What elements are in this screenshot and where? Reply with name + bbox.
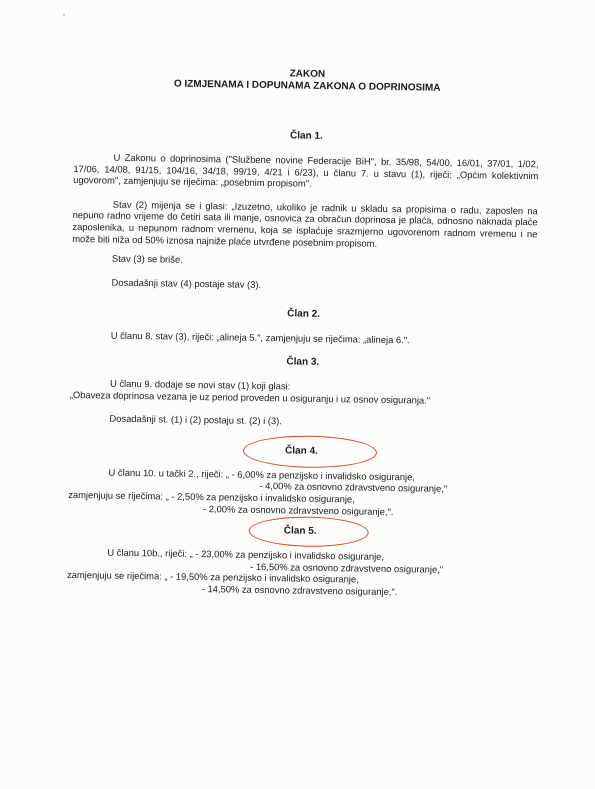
article-4-heading: Član 4. xyxy=(284,445,318,457)
article-5-line-3: zamjenjuju se riječima: „ - 19,50% za penzijsko i invalidsko osiguranje, xyxy=(66,569,359,585)
article-1-heading: Član 1. xyxy=(289,130,323,142)
article-3-paragraph-1: U članu 9. dodaje se novi stav (1) koji glasi: xyxy=(109,377,291,392)
article-1-paragraph-1: U Zakonu o doprinosima ("Službene novine Federacije BiH", br. 35/98, 54/00, 16/01, 37/01, 1/02, 17/06, 14/08, 91/15, 104/16, 34/18, 99/19, 4/21 i 6/23), u članu 7. u stavu (1), riječi: „Općim kolektivnim ugovorom", zamjenjuju se riječima: „posebnim propisom". xyxy=(73,151,539,189)
article-5-line-1: U članu 10b., riječi: „ - 23,00% za penzijsko i invalidsko osiguranje, xyxy=(107,546,385,563)
article-4-line-4: - 2,00% za osnovno zdravstveno osiguranje,". xyxy=(202,502,394,517)
article-2-heading: Član 2. xyxy=(287,308,321,321)
article-2-paragraph-1: U članu 8. stav (3), riječi: „alineja 5.", zamjenjuju se riječima: „alineja 6.". xyxy=(110,329,410,346)
scan-speck xyxy=(63,14,65,16)
article-3-paragraph-2: „Obaveza doprinosa vezana je uz period proveden u osiguranju i uz osnov osiguranja." xyxy=(69,388,431,406)
article-5-heading: Član 5. xyxy=(283,525,317,537)
article-3-heading: Član 3. xyxy=(286,356,320,368)
article-1-paragraph-3: Stav (3) se briše. xyxy=(111,252,183,265)
doc-subtitle: O IZMJENAMA I DOPUNAMA ZAKONA O DOPRINOSIMA xyxy=(173,78,441,94)
article-1-paragraph-4: Dosadašnji stav (4) postaje stav (3). xyxy=(111,276,262,290)
law-text xyxy=(67,65,540,600)
article-4-line-1: U članu 10. u tački 2., riječi: „ - 6,00% za penzijsko i invalidsko osiguranje, xyxy=(108,466,416,483)
article-1-paragraph-2: Stav (2) mijenja se i glasi: „Izuzetno, ukoliko je radnik u skladu sa propisima o radu, zaposlen na nepuno radno vrijeme do četiri sata ili manje, osnovica za obračun doprinosa je plaća, odnosno naknada plaće zaposlenika, u nepunom radnom vremenu, koja se isplaćuje srazmjerno ugovorenom radnom vremenu i ne može biti niža od 50% iznosa najniže plaće utvrđene posebnim propisom. xyxy=(72,198,538,249)
article-5-line-4: - 14,50% za osnovno zdravstveno osiguranje,". xyxy=(201,582,398,598)
article-4-line-2: - 4,00% za osnovno zdravstveno osiguranje," xyxy=(259,480,448,495)
article-4-line-3: zamjenjuju se riječima: „ - 2,50% za penzijsko i invalidsko osiguranje, xyxy=(68,488,355,505)
article-3-paragraph-3: Dosadašnji st. (1) i (2) postaju st. (2) i (3). xyxy=(109,412,282,427)
article-5-line-2: - 16,50% za osnovno zdravstveno osiguranje," xyxy=(250,560,444,575)
doc-title: ZAKON xyxy=(289,68,326,80)
